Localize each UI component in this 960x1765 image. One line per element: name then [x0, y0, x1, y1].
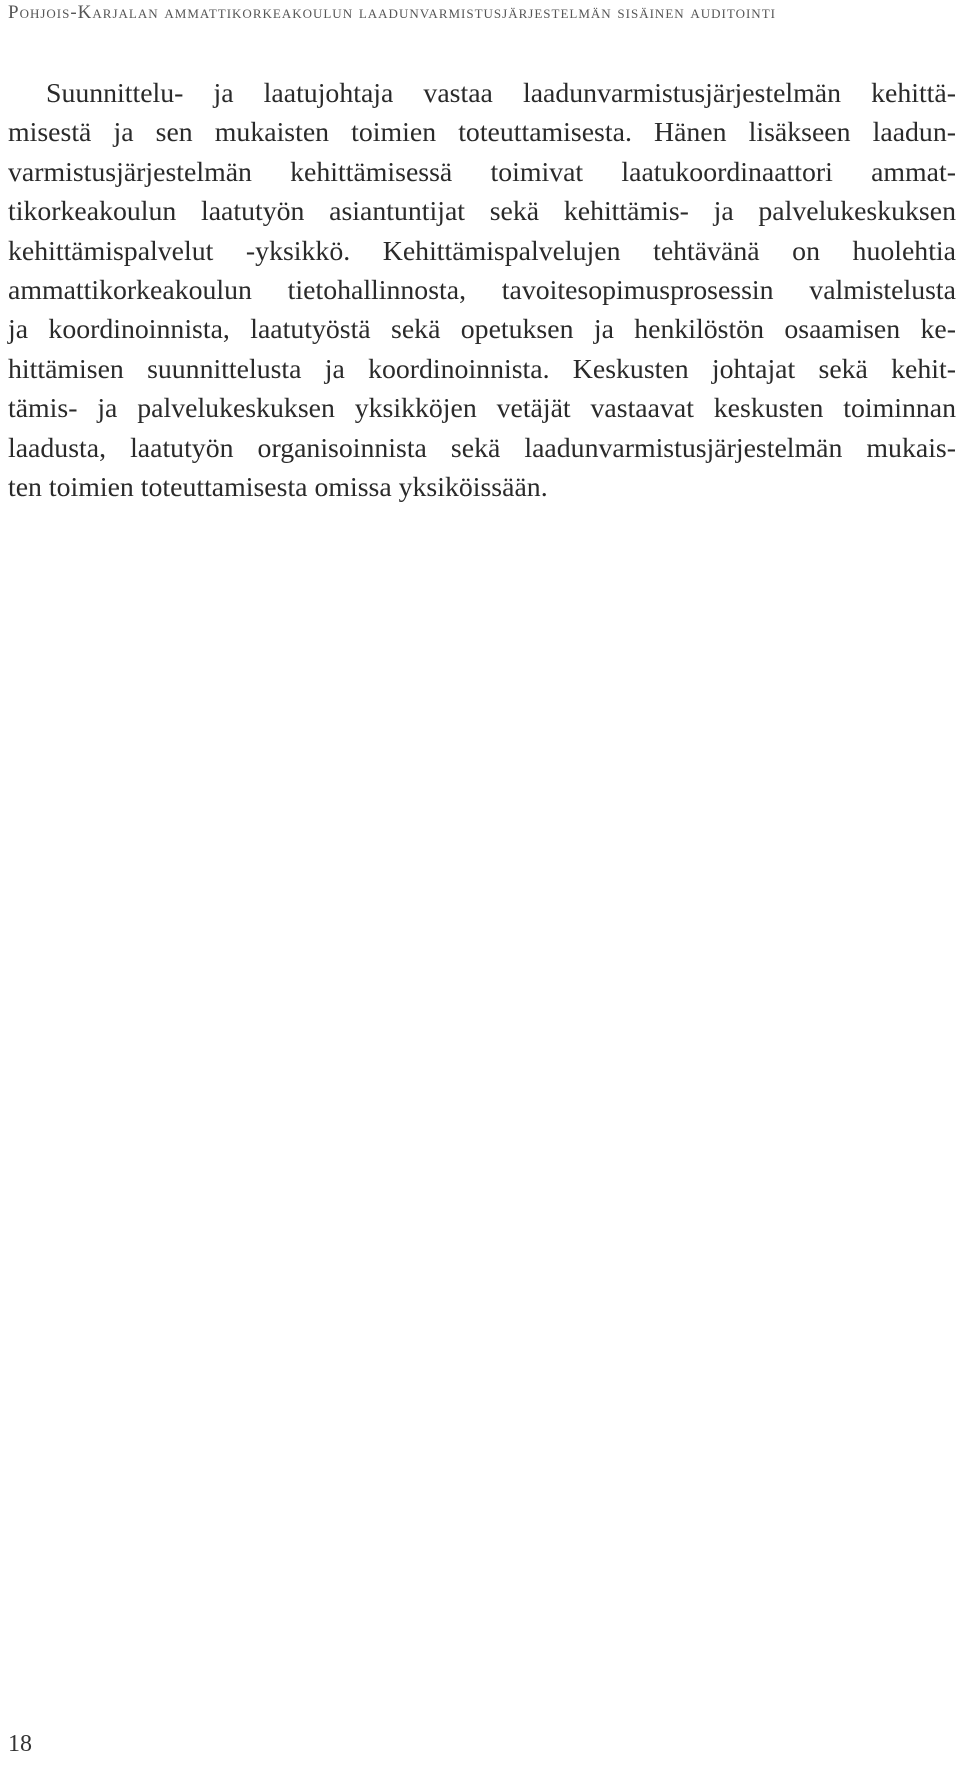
- paragraph-line: laadusta, laatutyön organisoinnista sekä laadunvarmistusjärjestelmän mukais-: [8, 432, 956, 464]
- paragraph-line: ammattikorkeakoulun tietohallinnosta, tavoitesopimusprosessin valmistelusta: [8, 275, 956, 307]
- paragraph-line: hittämisen suunnittelusta ja koordinoinnista. Keskusten johtajat sekä kehit-: [8, 353, 956, 385]
- running-header: Pohjois-Karjalan ammattikorkeakoulun laadunvarmistusjärjestelmän sisäinen auditointi: [8, 2, 776, 23]
- paragraph-line: tikorkeakoulun laatutyön asiantuntijat sekä kehittämis- ja palvelukeskuksen: [8, 196, 956, 228]
- paragraph-line: ja koordinoinnista, laatutyöstä sekä opetuksen ja henkilöstön osaamisen ke-: [8, 314, 956, 346]
- paragraph-line: tämis- ja palvelukeskuksen yksikköjen vetäjät vastaavat keskusten toiminnan: [8, 393, 956, 425]
- paragraph-line: misestä ja sen mukaisten toimien toteuttamisesta. Hänen lisäkseen laadun-: [8, 117, 956, 149]
- paragraph-line: kehittämispalvelut -yksikkö. Kehittämispalvelujen tehtävänä on huolehtia: [8, 235, 956, 267]
- paragraph-line: Suunnittelu- ja laatujohtaja vastaa laadunvarmistusjärjestelmän kehittä-: [46, 78, 956, 109]
- paragraph-line: varmistusjärjestelmän kehittämisessä toimivat laatukoordinaattori ammat-: [8, 156, 956, 188]
- body-paragraph: [8, 74, 956, 507]
- paragraph-line: ten toimien toteuttamisesta omissa yksiköissään.: [8, 472, 548, 504]
- page-number: 18: [8, 1731, 32, 1757]
